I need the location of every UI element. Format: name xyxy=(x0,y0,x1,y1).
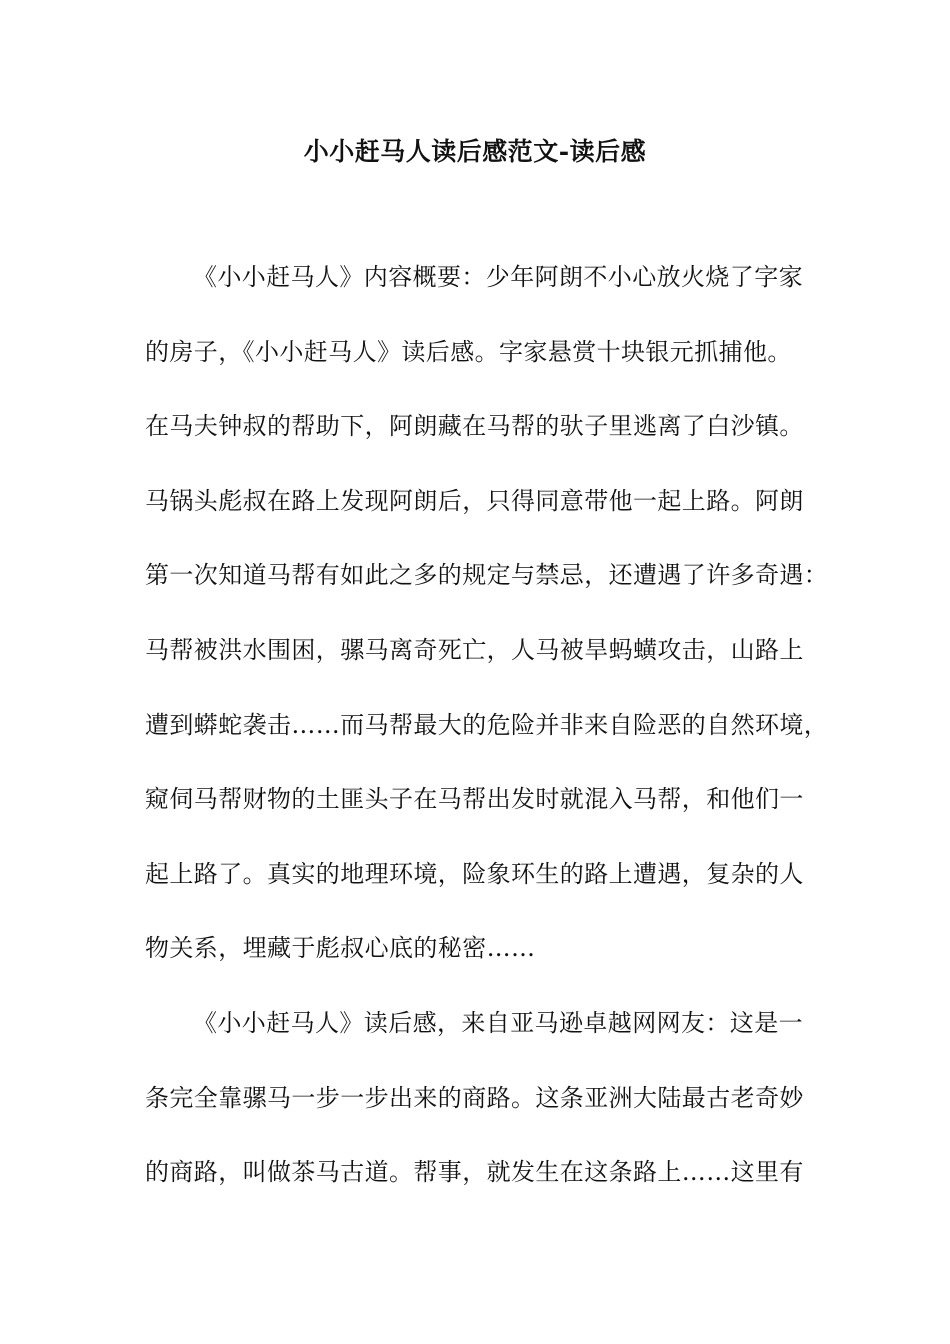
paragraph-1-line-8: 窥伺马帮财物的土匪头子在马帮出发时就混入马帮，和他们一 xyxy=(145,785,804,814)
document-body xyxy=(145,252,835,1222)
paragraph-1-line-6: 马帮被洪水围困，骡马离奇死亡，人马被旱蚂蟥攻击，山路上 xyxy=(145,635,804,664)
document-title: 小小赶马人读后感范文-读后感 xyxy=(303,137,647,166)
paragraph-2-line-3: 的商路，叫做茶马古道。帮事，就发生在这条路上……这里有 xyxy=(145,1158,804,1187)
paragraph-1-line-5: 第一次知道马帮有如此之多的规定与禁忌，还遭遇了许多奇遇： xyxy=(145,561,829,590)
paragraph-1-line-2: 的房子，《小小赶马人》读后感。字家悬赏十块银元抓捕他。 xyxy=(145,337,792,366)
paragraph-1-line-3: 在马夫钟叔的帮助下，阿朗藏在马帮的驮子里逃离了白沙镇。 xyxy=(145,412,804,441)
paragraph-2-line-2: 条完全靠骡马一步一步出来的商路。这条亚洲大陆最古老奇妙 xyxy=(145,1083,804,1112)
paragraph-1-line-7: 遭到蟒蛇袭击……而马帮最大的危险并非来自险恶的自然环境， xyxy=(145,710,829,739)
paragraph-1-line-4: 马锅头彪叔在路上发现阿朗后，只得同意带他一起上路。阿朗 xyxy=(145,486,804,515)
paragraph-1-line-1: 《小小赶马人》内容概要：少年阿朗不小心放火烧了字家 xyxy=(193,263,803,291)
paragraph-1-line-10: 物关系，埋藏于彪叔心底的秘密…… xyxy=(145,934,536,963)
paragraph-1-line-9: 起上路了。真实的地理环境，险象环生的路上遭遇，复杂的人 xyxy=(145,859,804,888)
paragraph-2-line-1: 《小小赶马人》读后感，来自亚马逊卓越网网友：这是一 xyxy=(193,1008,803,1037)
